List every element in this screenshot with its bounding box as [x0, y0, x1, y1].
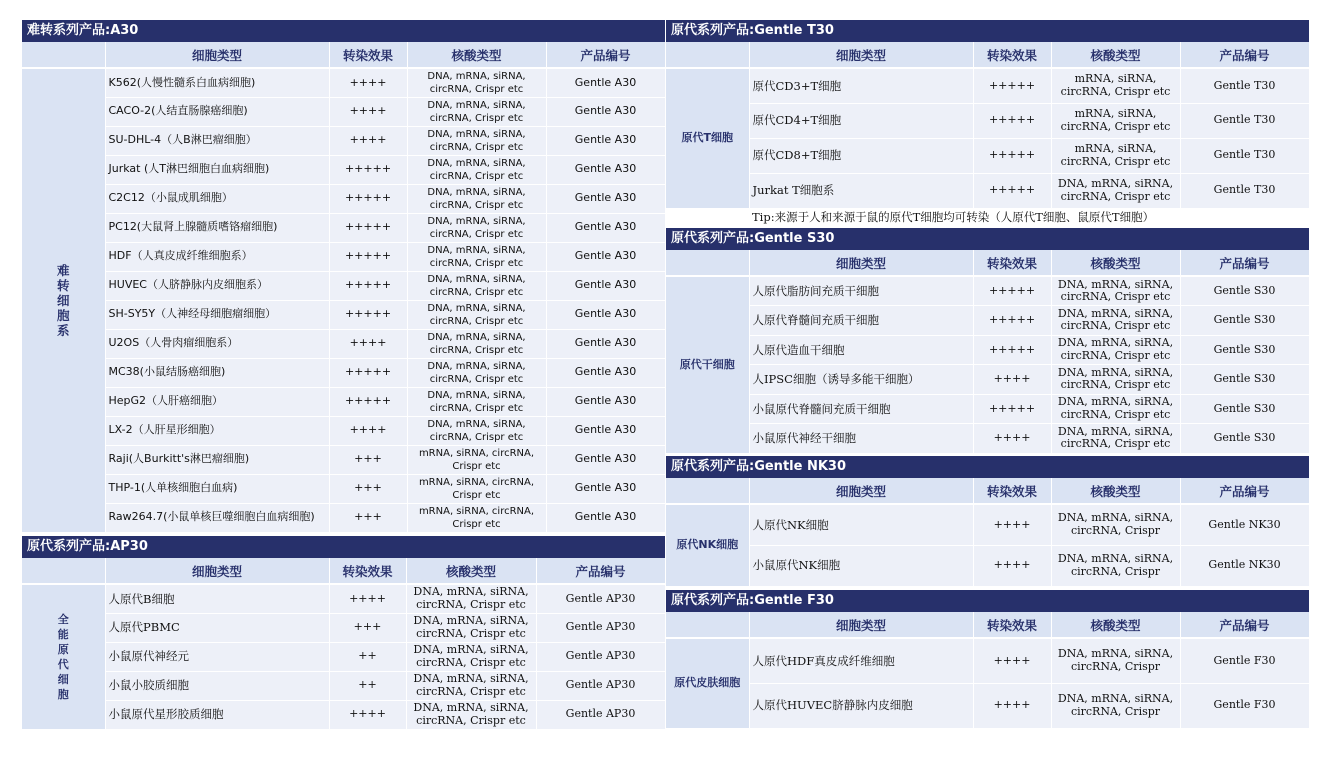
transfection-effect: +++++ — [973, 394, 1051, 424]
cell-name: U2OS（人骨肉瘤细胞系） — [105, 329, 329, 358]
f30-table — [666, 612, 1310, 729]
row-group-text: 原代干细胞 — [679, 357, 735, 371]
cell-name: Raji(人Burkitt's淋巴瘤细胞) — [105, 445, 329, 474]
product-code: Gentle A30 — [546, 242, 665, 271]
table-row — [666, 424, 1309, 454]
nucleic-type: mRNA, siRNA, circRNA, Crispr etc — [407, 445, 546, 474]
header-product: 产品编号 — [1180, 478, 1309, 504]
table-row — [666, 365, 1309, 395]
transfection-effect: ++++ — [973, 545, 1051, 586]
header-nucleic: 核酸类型 — [1051, 612, 1180, 638]
header-effect: 转染效果 — [329, 558, 406, 584]
nucleic-type: DNA, mRNA, siRNA, circRNA, Crispr etc — [407, 387, 546, 416]
product-code: Gentle AP30 — [536, 642, 665, 671]
f30-panel — [666, 590, 1309, 729]
cell-name: Jurkat T细胞系 — [749, 173, 973, 208]
header-product: 产品编号 — [1180, 250, 1309, 276]
table-row — [666, 103, 1309, 138]
transfection-effect: +++++ — [973, 276, 1051, 306]
transfection-effect: +++ — [329, 474, 407, 503]
product-code: Gentle A30 — [546, 155, 665, 184]
transfection-effect: +++++ — [973, 306, 1051, 336]
ap30-body — [22, 584, 665, 729]
nk30-panel — [666, 456, 1309, 587]
header-effect: 转染效果 — [329, 42, 407, 68]
product-code: Gentle AP30 — [536, 700, 665, 729]
transfection-effect: +++++ — [973, 335, 1051, 365]
table-row — [666, 638, 1309, 683]
cell-name: K562(人慢性髓系白血病细胞) — [105, 68, 329, 97]
transfection-effect: +++++ — [329, 300, 407, 329]
nucleic-type: mRNA, siRNA, circRNA, Crispr etc — [1051, 68, 1180, 103]
header-blank — [22, 42, 105, 68]
table-row — [22, 503, 665, 532]
row-group-text: 全能原代细胞 — [57, 612, 69, 701]
nucleic-type: DNA, mRNA, siRNA, circRNA, Crispr etc — [407, 358, 546, 387]
s30-panel — [666, 228, 1309, 454]
transfection-effect: +++ — [329, 503, 407, 532]
a30-table — [22, 42, 666, 533]
product-code: Gentle T30 — [1180, 68, 1309, 103]
nucleic-type: DNA, mRNA, siRNA, circRNA, Crispr etc — [406, 671, 536, 700]
table-row — [666, 335, 1309, 365]
nucleic-type: mRNA, siRNA, circRNA, Crispr etc — [1051, 103, 1180, 138]
header-blank — [666, 478, 749, 504]
transfection-effect: +++++ — [973, 68, 1051, 103]
cell-name: MC38(小鼠结肠癌细胞) — [105, 358, 329, 387]
product-code: Gentle A30 — [546, 213, 665, 242]
transfection-effect: +++++ — [329, 155, 407, 184]
t30-tip: Tip:来源于人和来源于鼠的原代T细胞均可转染（人原代T细胞、鼠原代T细胞） — [666, 208, 1309, 226]
row-group-label — [666, 68, 749, 208]
transfection-effect: ++++ — [329, 126, 407, 155]
product-code: Gentle A30 — [546, 503, 665, 532]
nucleic-type: DNA, mRNA, siRNA, circRNA, Crispr — [1051, 504, 1180, 545]
transfection-effect: ++++ — [329, 584, 406, 613]
cell-name: HDF（人真皮成纤维细胞系） — [105, 242, 329, 271]
transfection-effect: ++++ — [329, 416, 407, 445]
nucleic-type: DNA, mRNA, siRNA, circRNA, Crispr etc — [1051, 276, 1180, 306]
nucleic-type: DNA, mRNA, siRNA, circRNA, Crispr etc — [406, 700, 536, 729]
product-code: Gentle A30 — [546, 68, 665, 97]
transfection-effect: +++++ — [329, 358, 407, 387]
cell-name: C2C12（小鼠成肌细胞） — [105, 184, 329, 213]
transfection-effect: ++++ — [973, 638, 1051, 683]
transfection-effect: ++++ — [973, 504, 1051, 545]
transfection-effect: +++ — [329, 445, 407, 474]
cell-name: 人原代PBMC — [105, 613, 329, 642]
table-row — [22, 271, 665, 300]
row-group-text: 原代NK细胞 — [676, 538, 739, 551]
ap30-table — [22, 558, 666, 730]
product-code: Gentle NK30 — [1180, 545, 1309, 586]
product-code: Gentle T30 — [1180, 173, 1309, 208]
product-code: Gentle AP30 — [536, 613, 665, 642]
cell-name: 人IPSC细胞（诱导多能干细胞） — [749, 365, 973, 395]
cell-name: Jurkat (人T淋巴细胞白血病细胞) — [105, 155, 329, 184]
header-cell-type: 细胞类型 — [749, 478, 973, 504]
nucleic-type: mRNA, siRNA, circRNA, Crispr etc — [407, 474, 546, 503]
table-row — [22, 445, 665, 474]
header-blank — [666, 42, 749, 68]
product-code: Gentle A30 — [546, 184, 665, 213]
transfection-effect: +++++ — [329, 387, 407, 416]
cell-name: 小鼠小胶质细胞 — [105, 671, 329, 700]
t30-title: 原代系列产品:Gentle T30 — [666, 20, 1309, 42]
transfection-effect: ++++ — [329, 329, 407, 358]
header-blank — [22, 558, 105, 584]
cell-name: 小鼠原代星形胶质细胞 — [105, 700, 329, 729]
t30-table — [666, 42, 1310, 227]
nucleic-type: DNA, mRNA, siRNA, circRNA, Crispr — [1051, 545, 1180, 586]
transfection-effect: +++++ — [329, 242, 407, 271]
cell-name: 人原代HDF真皮成纤维细胞 — [749, 638, 973, 683]
row-group-text: 原代T细胞 — [681, 131, 733, 144]
table-row — [22, 155, 665, 184]
product-code: Gentle A30 — [546, 271, 665, 300]
transfection-effect: +++++ — [973, 138, 1051, 173]
product-code: Gentle A30 — [546, 416, 665, 445]
table-row — [666, 306, 1309, 336]
nk30-table — [666, 478, 1310, 587]
product-code: Gentle AP30 — [536, 584, 665, 613]
product-code: Gentle S30 — [1180, 335, 1309, 365]
a30-body — [22, 68, 665, 532]
cell-name: 人原代脊髓间充质干细胞 — [749, 306, 973, 336]
nucleic-type: DNA, mRNA, siRNA, circRNA, Crispr etc — [407, 68, 546, 97]
header-effect: 转染效果 — [973, 612, 1051, 638]
transfection-effect: ++++ — [973, 683, 1051, 728]
table-row — [666, 683, 1309, 728]
ap30-panel — [22, 536, 665, 730]
product-code: Gentle T30 — [1180, 103, 1309, 138]
nucleic-type: DNA, mRNA, siRNA, circRNA, Crispr etc — [407, 242, 546, 271]
table-row — [22, 700, 665, 729]
cell-name: HUVEC（人脐静脉内皮细胞系） — [105, 271, 329, 300]
cell-name: Raw264.7(小鼠单核巨噬细胞白血病细胞) — [105, 503, 329, 532]
header-nucleic: 核酸类型 — [407, 42, 546, 68]
transfection-effect: ++ — [329, 671, 406, 700]
table-row — [666, 545, 1309, 586]
row-group-text: 原代皮肤细胞 — [674, 676, 741, 689]
product-code: Gentle A30 — [546, 300, 665, 329]
product-code: Gentle S30 — [1180, 276, 1309, 306]
nucleic-type: DNA, mRNA, siRNA, circRNA, Crispr etc — [406, 613, 536, 642]
cell-name: 人原代NK细胞 — [749, 504, 973, 545]
cell-name: 原代CD8+T细胞 — [749, 138, 973, 173]
row-group-label — [22, 584, 105, 729]
product-code: Gentle S30 — [1180, 306, 1309, 336]
product-code: Gentle AP30 — [536, 671, 665, 700]
nucleic-type: DNA, mRNA, siRNA, circRNA, Crispr etc — [1051, 365, 1180, 395]
nucleic-type: DNA, mRNA, siRNA, circRNA, Crispr etc — [407, 271, 546, 300]
nk30-body — [666, 504, 1309, 586]
cell-name: 小鼠原代脊髓间充质干细胞 — [749, 394, 973, 424]
table-row — [22, 671, 665, 700]
product-code: Gentle S30 — [1180, 394, 1309, 424]
transfection-effect: +++++ — [973, 173, 1051, 208]
transfection-effect: +++ — [329, 613, 406, 642]
table-row — [666, 394, 1309, 424]
transfection-effect: ++++ — [329, 97, 407, 126]
t30-body — [666, 68, 1309, 208]
s30-title: 原代系列产品:Gentle S30 — [666, 228, 1309, 250]
product-code: Gentle S30 — [1180, 365, 1309, 395]
table-row — [22, 387, 665, 416]
nucleic-type: DNA, mRNA, siRNA, circRNA, Crispr etc — [1051, 335, 1180, 365]
header-cell-type: 细胞类型 — [749, 42, 973, 68]
table-row — [22, 126, 665, 155]
row-group-text: 难转细胞系 — [56, 262, 70, 338]
nucleic-type: DNA, mRNA, siRNA, circRNA, Crispr etc — [407, 126, 546, 155]
product-code: Gentle A30 — [546, 329, 665, 358]
nucleic-type: DNA, mRNA, siRNA, circRNA, Crispr — [1051, 638, 1180, 683]
header-blank — [666, 250, 749, 276]
cell-name: 小鼠原代神经干细胞 — [749, 424, 973, 454]
product-code: Gentle NK30 — [1180, 504, 1309, 545]
cell-name: 原代CD3+T细胞 — [749, 68, 973, 103]
cell-name: CACO-2(人结直肠腺癌细胞) — [105, 97, 329, 126]
table-row — [666, 68, 1309, 103]
header-product: 产品编号 — [1180, 42, 1309, 68]
table-row — [22, 642, 665, 671]
cell-name: 人原代脂肪间充质干细胞 — [749, 276, 973, 306]
nucleic-type: DNA, mRNA, siRNA, circRNA, Crispr etc — [407, 97, 546, 126]
header-nucleic: 核酸类型 — [1051, 478, 1180, 504]
table-row — [22, 242, 665, 271]
transfection-effect: ++++ — [973, 424, 1051, 454]
nucleic-type: DNA, mRNA, siRNA, circRNA, Crispr etc — [407, 329, 546, 358]
t30-panel — [666, 20, 1309, 227]
cell-name: 人原代B细胞 — [105, 584, 329, 613]
cell-name: 人原代HUVEC脐静脉内皮细胞 — [749, 683, 973, 728]
nucleic-type: DNA, mRNA, siRNA, circRNA, Crispr etc — [1051, 173, 1180, 208]
product-code: Gentle A30 — [546, 97, 665, 126]
nucleic-type: DNA, mRNA, siRNA, circRNA, Crispr etc — [407, 184, 546, 213]
nucleic-type: DNA, mRNA, siRNA, circRNA, Crispr etc — [1051, 394, 1180, 424]
table-row — [22, 416, 665, 445]
a30-panel — [22, 20, 665, 533]
nucleic-type: DNA, mRNA, siRNA, circRNA, Crispr etc — [407, 155, 546, 184]
cell-name: 小鼠原代神经元 — [105, 642, 329, 671]
s30-table — [666, 250, 1310, 454]
cell-name: 小鼠原代NK细胞 — [749, 545, 973, 586]
table-row — [22, 474, 665, 503]
row-group-label — [666, 276, 749, 453]
table-row — [22, 613, 665, 642]
header-effect: 转染效果 — [973, 42, 1051, 68]
cell-name: THP-1(人单核细胞白血病) — [105, 474, 329, 503]
nk30-title: 原代系列产品:Gentle NK30 — [666, 456, 1309, 478]
transfection-effect: ++++ — [329, 700, 406, 729]
table-row — [22, 68, 665, 97]
transfection-effect: +++++ — [329, 271, 407, 300]
a30-title: 难转系列产品:A30 — [22, 20, 665, 42]
s30-body — [666, 276, 1309, 453]
row-group-label — [666, 504, 749, 586]
product-code: Gentle A30 — [546, 126, 665, 155]
nucleic-type: mRNA, siRNA, circRNA, Crispr etc — [407, 503, 546, 532]
nucleic-type: DNA, mRNA, siRNA, circRNA, Crispr etc — [407, 213, 546, 242]
product-code: Gentle A30 — [546, 358, 665, 387]
nucleic-type: DNA, mRNA, siRNA, circRNA, Crispr etc — [1051, 306, 1180, 336]
product-code: Gentle F30 — [1180, 638, 1309, 683]
cell-name: 人原代造血干细胞 — [749, 335, 973, 365]
table-row — [666, 504, 1309, 545]
table-row — [22, 584, 665, 613]
nucleic-type: DNA, mRNA, siRNA, circRNA, Crispr — [1051, 683, 1180, 728]
product-code: Gentle S30 — [1180, 424, 1309, 454]
header-product: 产品编号 — [536, 558, 665, 584]
table-row — [22, 329, 665, 358]
nucleic-type: DNA, mRNA, siRNA, circRNA, Crispr etc — [406, 584, 536, 613]
cell-name: 原代CD4+T细胞 — [749, 103, 973, 138]
table-row — [22, 358, 665, 387]
transfection-effect: ++ — [329, 642, 406, 671]
cell-name: SU-DHL-4（人B淋巴瘤细胞） — [105, 126, 329, 155]
f30-title: 原代系列产品:Gentle F30 — [666, 590, 1309, 612]
f30-body — [666, 638, 1309, 728]
header-nucleic: 核酸类型 — [1051, 42, 1180, 68]
header-cell-type: 细胞类型 — [749, 250, 973, 276]
product-code: Gentle A30 — [546, 445, 665, 474]
table-row — [666, 276, 1309, 306]
table-row — [22, 300, 665, 329]
table-row — [22, 213, 665, 242]
header-cell-type: 细胞类型 — [749, 612, 973, 638]
cell-name: HepG2（人肝癌细胞） — [105, 387, 329, 416]
header-nucleic: 核酸类型 — [1051, 250, 1180, 276]
table-row — [666, 173, 1309, 208]
product-code: Gentle T30 — [1180, 138, 1309, 173]
cell-name: PC12(大鼠肾上腺髓质嗜铬瘤细胞) — [105, 213, 329, 242]
row-group-label — [666, 638, 749, 728]
table-row — [22, 97, 665, 126]
nucleic-type: mRNA, siRNA, circRNA, Crispr etc — [1051, 138, 1180, 173]
row-group-label — [22, 68, 105, 532]
nucleic-type: DNA, mRNA, siRNA, circRNA, Crispr etc — [407, 300, 546, 329]
header-effect: 转染效果 — [973, 250, 1051, 276]
nucleic-type: DNA, mRNA, siRNA, circRNA, Crispr etc — [1051, 424, 1180, 454]
header-effect: 转染效果 — [973, 478, 1051, 504]
nucleic-type: DNA, mRNA, siRNA, circRNA, Crispr etc — [406, 642, 536, 671]
transfection-effect: +++++ — [973, 103, 1051, 138]
header-cell-type: 细胞类型 — [105, 558, 329, 584]
table-row — [666, 138, 1309, 173]
product-code: Gentle A30 — [546, 387, 665, 416]
transfection-effect: +++++ — [329, 184, 407, 213]
nucleic-type: DNA, mRNA, siRNA, circRNA, Crispr etc — [407, 416, 546, 445]
transfection-effect: +++++ — [329, 213, 407, 242]
header-nucleic: 核酸类型 — [406, 558, 536, 584]
header-blank — [666, 612, 749, 638]
transfection-effect: ++++ — [329, 68, 407, 97]
header-product: 产品编号 — [546, 42, 665, 68]
ap30-title: 原代系列产品:AP30 — [22, 536, 665, 558]
product-code: Gentle F30 — [1180, 683, 1309, 728]
product-code: Gentle A30 — [546, 474, 665, 503]
cell-name: LX-2（人肝星形细胞） — [105, 416, 329, 445]
header-cell-type: 细胞类型 — [105, 42, 329, 68]
transfection-effect: ++++ — [973, 365, 1051, 395]
cell-name: SH-SY5Y（人神经母细胞瘤细胞） — [105, 300, 329, 329]
header-product: 产品编号 — [1180, 612, 1309, 638]
table-row — [22, 184, 665, 213]
